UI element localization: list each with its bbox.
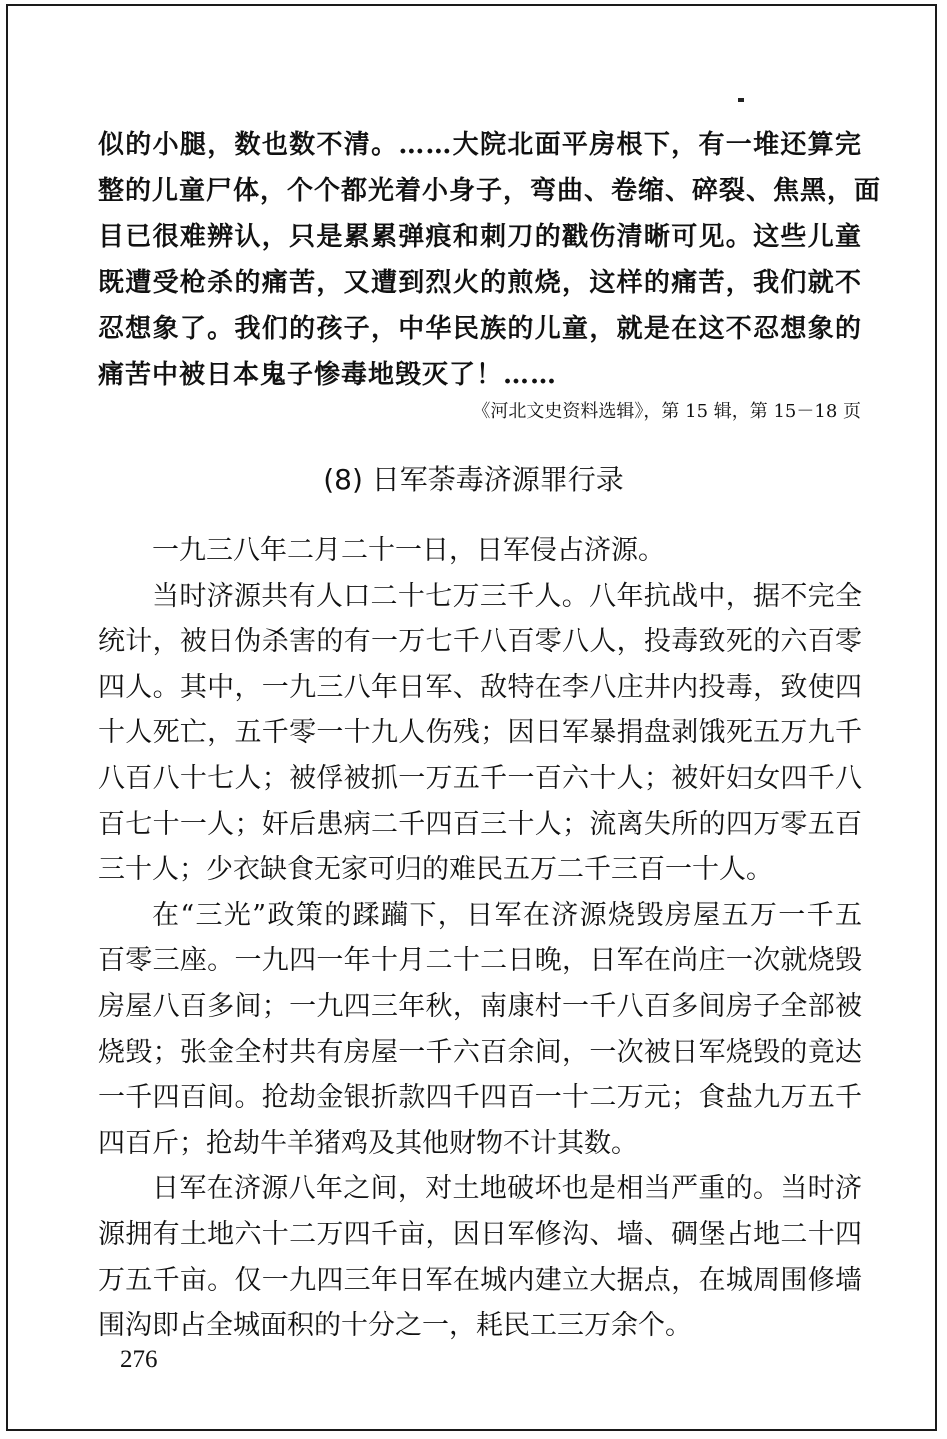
quote-line: 目已很难辨认，只是累累弹痕和刺刀的戳伤清晰可见。这些儿童 <box>98 222 862 252</box>
paragraph-line: 八百八十七人；被俘被抓一万五千一百六十人；被奸妇女四千八 <box>98 762 862 794</box>
paragraph-line: 围沟即占全城面积的十分之一，耗民工三万余个。 <box>98 1310 692 1342</box>
paragraph-line: 烧毁；张金全村共有房屋一千六百余间，一次被日军烧毁的竟达 <box>98 1036 862 1068</box>
page-number: 276 <box>120 1346 158 1373</box>
paragraph-line: 十人死亡，五千零一十九人伤残；因日军暴捐盘剥饿死五万九千 <box>98 717 862 749</box>
paragraph-line: 三十人；少衣缺食无家可归的难民五万二千三百一十人。 <box>98 854 773 886</box>
paragraph-line: 源拥有土地六十二万四千亩，因日军修沟、墙、碉堡占地二十四 <box>98 1218 862 1250</box>
quoted-testimony <box>98 122 882 398</box>
paragraph-line: 四百斤；抢劫牛羊猪鸡及其他财物不计其数。 <box>98 1127 638 1159</box>
quote-line: 似的小腿，数也数不清。……大院北面平房根下，有一堆还算完 <box>98 130 862 160</box>
paragraph-line: 百七十一人；奸后患病二千四百三十人；流离失所的四万零五百 <box>98 808 862 840</box>
paragraph-line: 房屋八百多间；一九四三年秋，南康村一千八百多间房子全部被 <box>98 990 862 1022</box>
scan-speck <box>738 98 744 102</box>
section-title: (8) 日军荼毒济源罪行录 <box>323 463 624 496</box>
paragraph-line: 在“三光”政策的蹂躏下，日军在济源烧毁房屋五万一千五 <box>152 899 862 931</box>
source-citation: 《河北文史资料选辑》，第 15 辑，第 15－18 页 <box>472 401 861 422</box>
paragraph-line: 日军在济源八年之间，对土地破坏也是相当严重的。当时济 <box>152 1173 862 1205</box>
quote-line: 既遭受枪杀的痛苦，又遭到烈火的煎烧，这样的痛苦，我们就不 <box>98 268 862 298</box>
paragraph-line: 四人。其中，一九三八年日军、敌特在李八庄井内投毒，致使四 <box>98 671 862 703</box>
paragraph-line: 百零三座。一九四一年十月二十二日晚，日军在尚庄一次就烧毁 <box>98 945 862 977</box>
quote-line: 忍想象了。我们的孩子，中华民族的儿童，就是在这不忍想象的 <box>98 314 862 344</box>
body-text <box>98 528 862 1349</box>
quote-line: 整的儿童尸体，个个都光着小身子，弯曲、卷缩、碎裂、焦黑，面 <box>98 176 882 206</box>
paragraph-line: 万五千亩。仅一九四三年日军在城内建立大据点，在城周围修墙 <box>98 1264 862 1296</box>
paragraph-line: 统计，被日伪杀害的有一万七千八百零八人，投毒致死的六百零 <box>98 626 862 658</box>
paragraph-line: 一千四百间。抢劫金银折款四千四百一十二万元；食盐九万五千 <box>98 1082 862 1114</box>
quote-line: 痛苦中被日本鬼子惨毒地毁灭了！…… <box>98 360 558 390</box>
paragraph-line: 当时济源共有人口二十七万三千人。八年抗战中，据不完全 <box>152 580 862 612</box>
paragraph-line: 一九三八年二月二十一日，日军侵占济源。 <box>152 535 665 566</box>
